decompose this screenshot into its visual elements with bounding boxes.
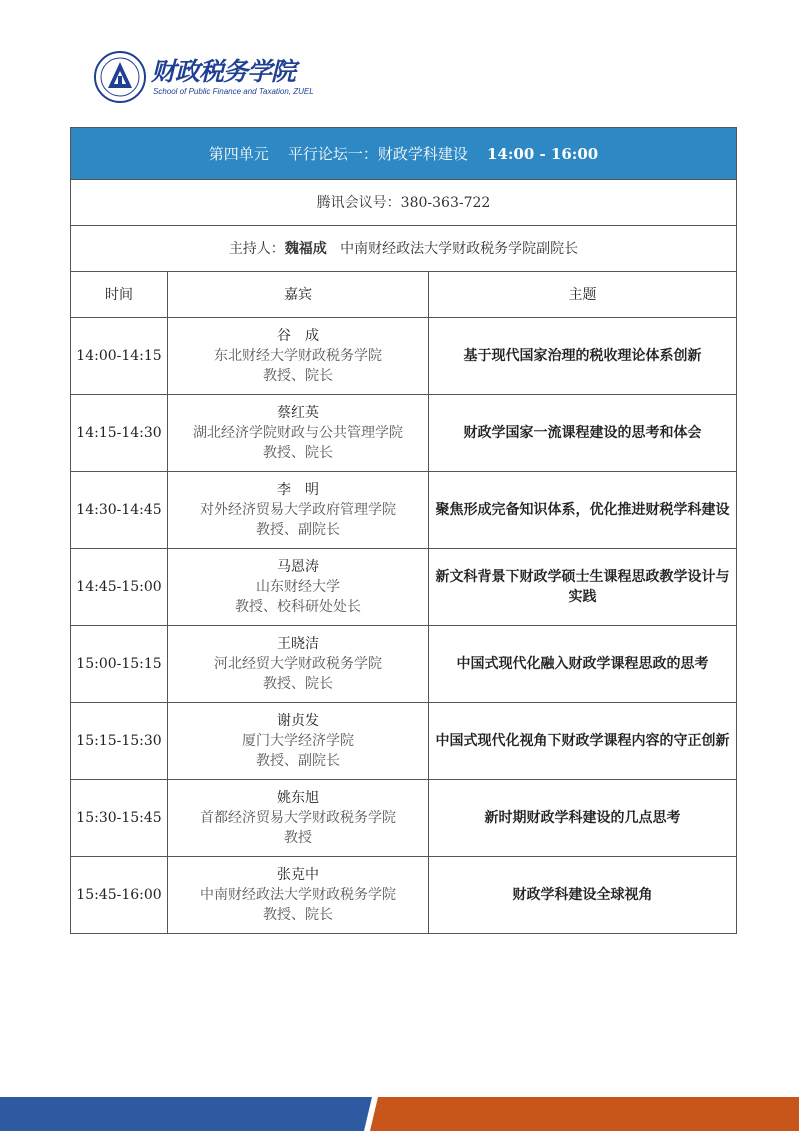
table-title-row (71, 128, 737, 180)
session-topic: 财政学科建设全球视角 (429, 857, 737, 934)
table-row (71, 318, 737, 395)
column-header-time: 时间 (71, 272, 168, 318)
speaker-name: 马恩涛 (277, 559, 319, 575)
session-guest (168, 703, 429, 780)
session-guest (168, 472, 429, 549)
speaker-role: 教授、院长 (263, 368, 333, 384)
speaker-role: 教授 (284, 830, 312, 846)
table-row (71, 472, 737, 549)
speaker-affiliation: 湖北经济学院财政与公共管理学院 (193, 425, 403, 441)
session-time: 14:15-14:30 (71, 395, 168, 472)
session-time: 14:45-15:00 (71, 549, 168, 626)
session-guest (168, 857, 429, 934)
speaker-name: 李 明 (277, 482, 319, 498)
table-row (71, 780, 737, 857)
session-guest (168, 395, 429, 472)
session-guest (168, 626, 429, 703)
speaker-affiliation: 山东财经大学 (256, 579, 340, 595)
session-topic: 新时期财政学科建设的几点思考 (429, 780, 737, 857)
column-header-topic: 主题 (429, 272, 737, 318)
speaker-role: 教授、副院长 (256, 753, 340, 769)
meeting-label: 腾讯会议号： (316, 194, 401, 211)
column-header-row (71, 272, 737, 318)
table-title (71, 128, 737, 180)
host-name: 魏福成 (284, 240, 327, 257)
host-title: 中南财经政法大学财政税务学院副院长 (340, 240, 579, 257)
column-header-guest: 嘉宾 (168, 272, 429, 318)
table-row (71, 549, 737, 626)
session-topic: 基于现代国家治理的税收理论体系创新 (429, 318, 737, 395)
session-guest (168, 549, 429, 626)
speaker-affiliation: 中南财经政法大学财政税务学院 (200, 887, 396, 903)
forum-time: 14:00 - 16:00 (486, 144, 599, 163)
session-time: 15:45-16:00 (71, 857, 168, 934)
session-time: 15:30-15:45 (71, 780, 168, 857)
speaker-affiliation: 首都经济贸易大学财政税务学院 (200, 810, 396, 826)
session-time: 14:30-14:45 (71, 472, 168, 549)
speaker-role: 教授、院长 (263, 907, 333, 923)
table-row (71, 857, 737, 934)
speaker-role: 教授、院长 (263, 445, 333, 461)
session-guest (168, 318, 429, 395)
speaker-affiliation: 东北财经大学财政税务学院 (214, 348, 382, 364)
speaker-name: 王晓洁 (277, 636, 319, 652)
session-topic: 中国式现代化融入财政学课程思政的思考 (429, 626, 737, 703)
speaker-name: 姚东旭 (277, 790, 319, 806)
session-topic: 聚焦形成完备知识体系，优化推进财税学科建设 (429, 472, 737, 549)
table-row (71, 626, 737, 703)
speaker-name: 蔡红英 (277, 405, 319, 421)
forum-label: 平行论坛一：财政学科建设 (287, 144, 468, 163)
host-row (71, 226, 737, 272)
session-time: 14:00-14:15 (71, 318, 168, 395)
speaker-affiliation: 厦门大学经济学院 (242, 733, 354, 749)
speaker-affiliation: 对外经济贸易大学政府管理学院 (200, 502, 396, 518)
speaker-name: 张克中 (277, 867, 319, 883)
meeting-id: 380-363-722 (400, 194, 491, 211)
session-topic: 新文科背景下财政学硕士生课程思政教学设计与实践 (429, 549, 737, 626)
schedule-table (70, 127, 737, 934)
footer-band (0, 1097, 799, 1131)
logo-chinese-name: 财政税务学院 (151, 57, 296, 86)
session-topic: 财政学国家一流课程建设的思考和体会 (429, 395, 737, 472)
meeting-row (71, 180, 737, 226)
unit-label: 第四单元 (208, 144, 269, 163)
speaker-role: 教授、副院长 (256, 522, 340, 538)
speaker-role: 教授、院长 (263, 676, 333, 692)
speaker-affiliation: 河北经贸大学财政税务学院 (214, 656, 382, 672)
logo-english-name: School of Public Finance and Taxation, ZUEL (153, 87, 314, 96)
session-time: 15:00-15:15 (71, 626, 168, 703)
session-guest (168, 780, 429, 857)
speaker-name: 谢贞发 (277, 713, 319, 729)
speaker-name: 谷 成 (277, 328, 319, 344)
session-topic: 中国式现代化视角下财政学课程内容的守正创新 (429, 703, 737, 780)
school-emblem-icon (93, 50, 147, 104)
session-time: 15:15-15:30 (71, 703, 168, 780)
speaker-role: 教授、校科研处处长 (235, 599, 361, 615)
table-row (71, 703, 737, 780)
table-row (71, 395, 737, 472)
host-label: 主持人： (228, 240, 285, 257)
